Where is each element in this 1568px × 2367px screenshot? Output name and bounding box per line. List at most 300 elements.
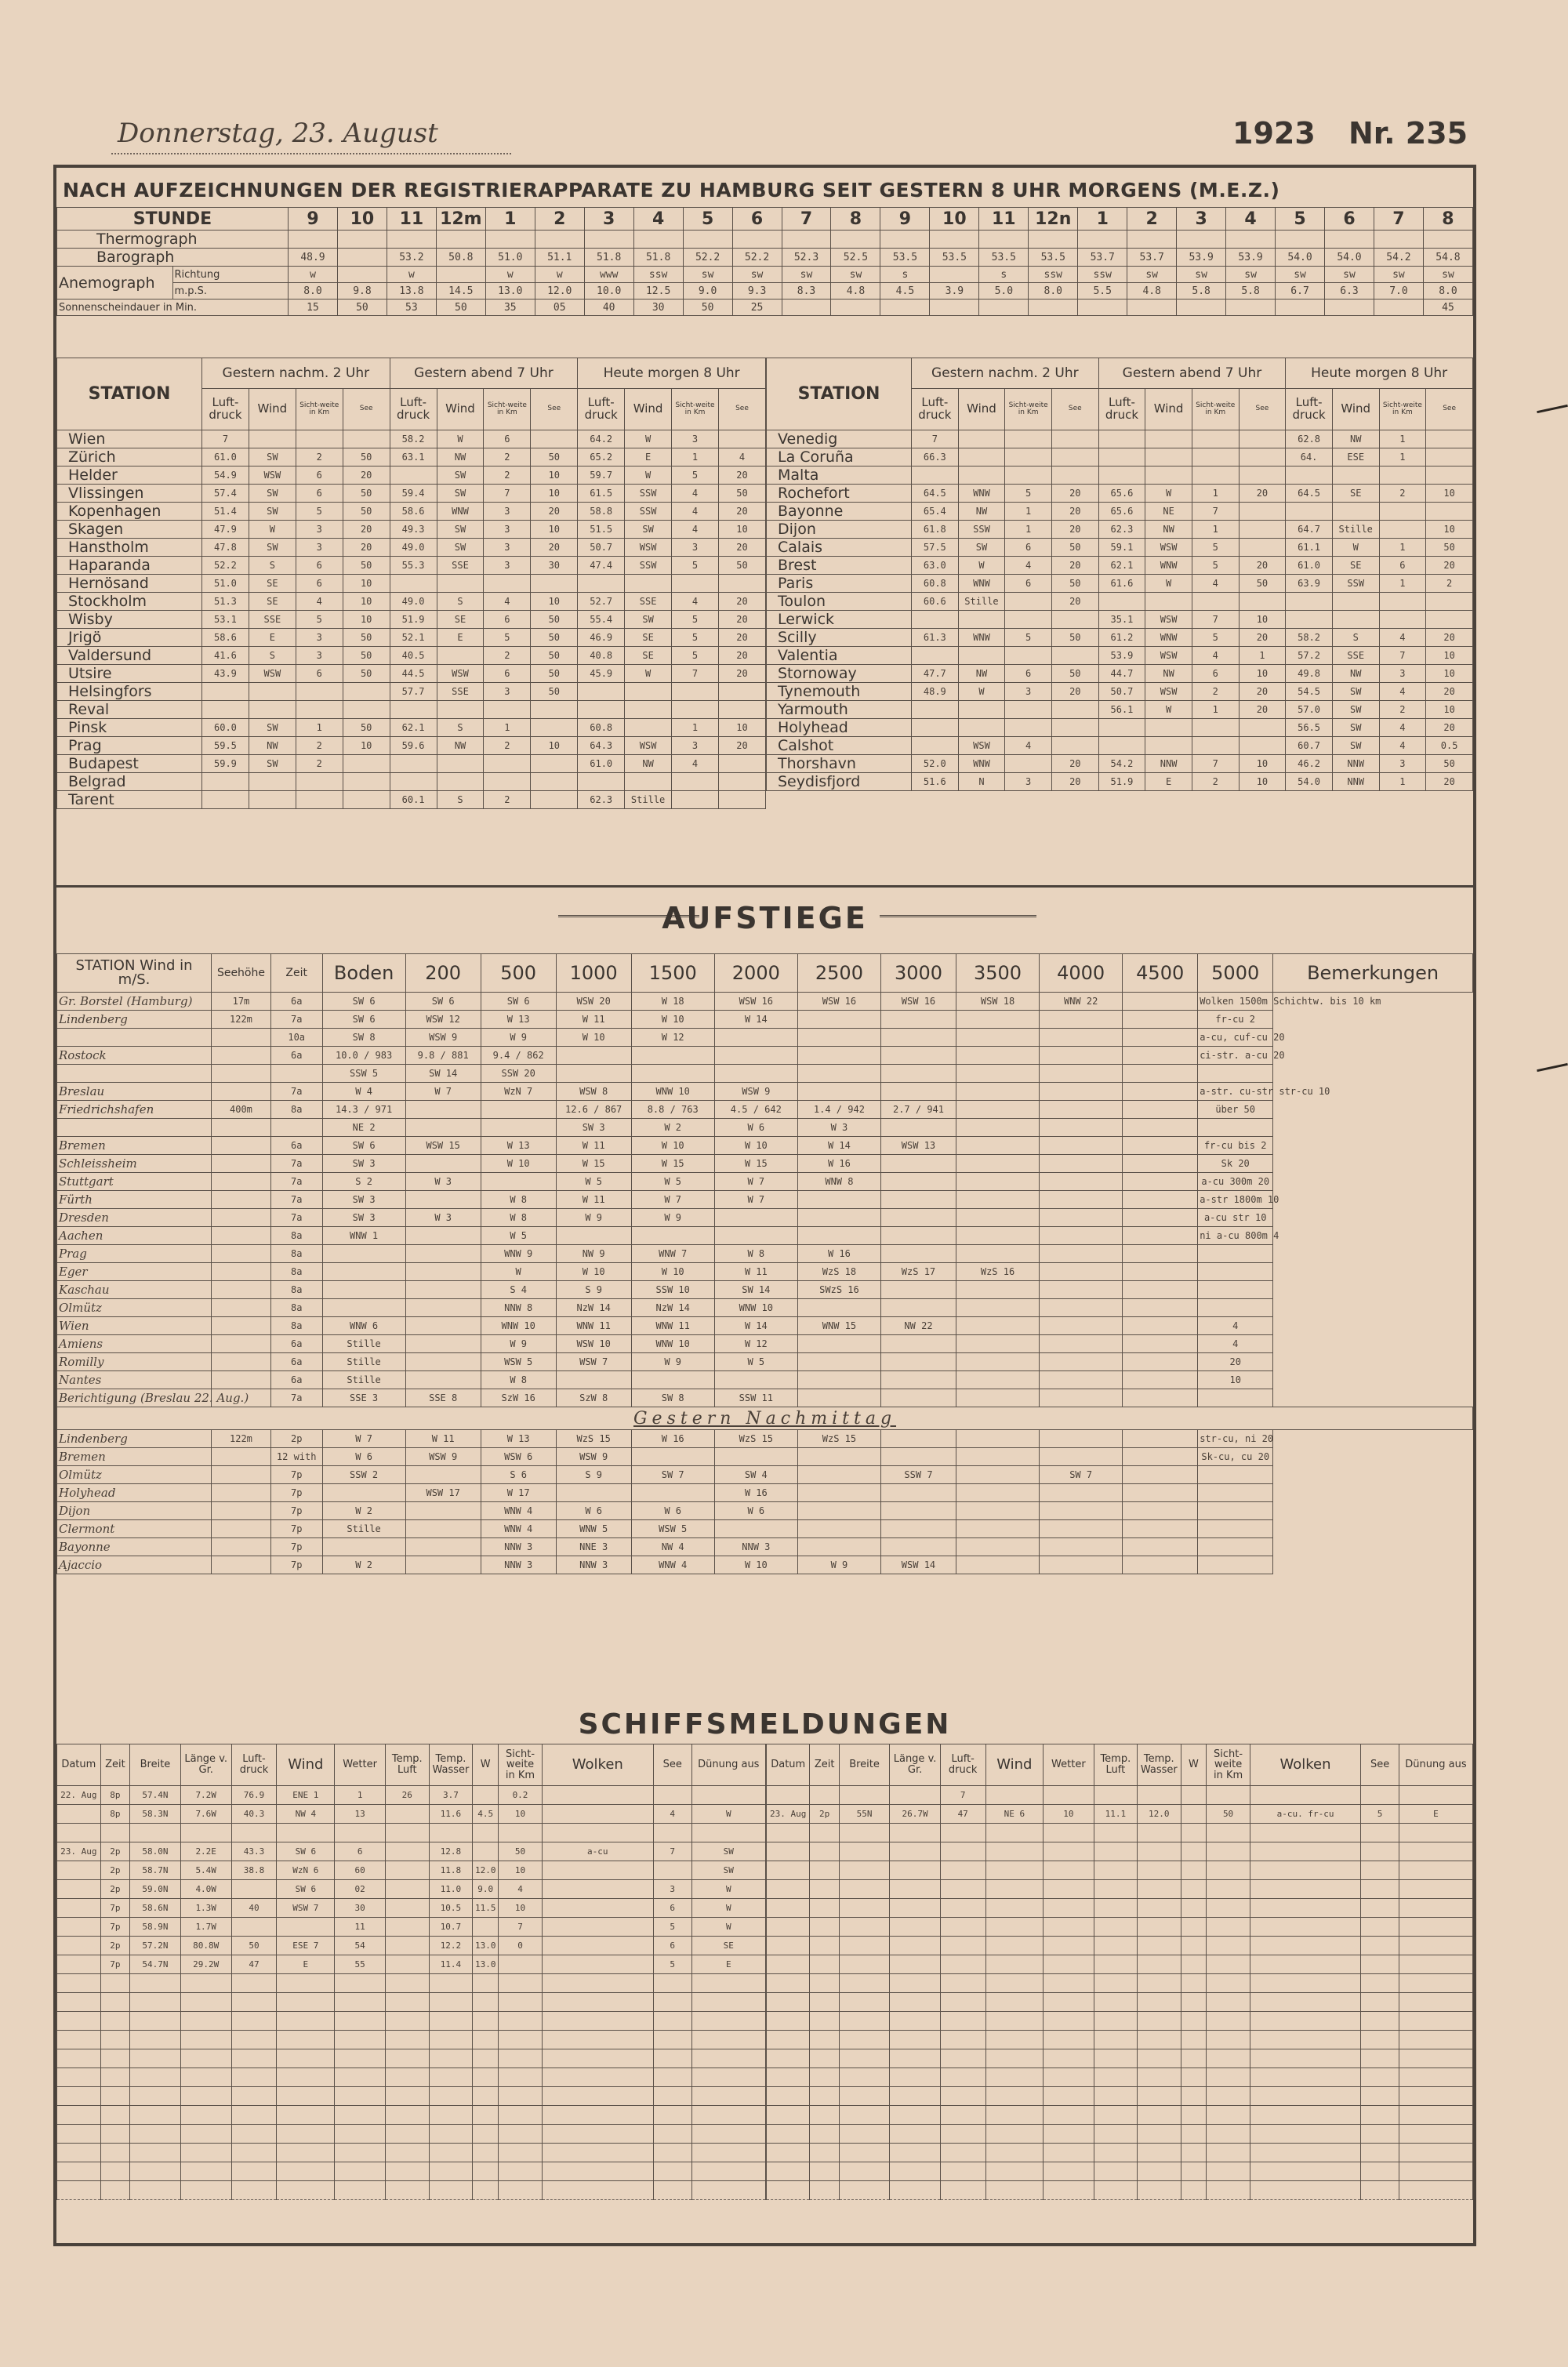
- aufstiege-value: [797, 1209, 880, 1227]
- section-divider: [56, 885, 1473, 888]
- station-value: 2: [484, 467, 531, 485]
- station-value: W: [625, 467, 672, 485]
- aufstiege-value: 7p: [270, 1520, 322, 1538]
- station-value: NNW: [1332, 773, 1379, 791]
- ship-value: [653, 1993, 691, 2012]
- ship-value: 2p: [100, 1880, 129, 1899]
- aufstiege-value: W 13: [481, 1430, 556, 1448]
- station-value: 57.4: [202, 485, 249, 503]
- ship-value: [1138, 2125, 1181, 2144]
- aufstiege-value: a-cu, cuf-cu 20: [1198, 1029, 1273, 1047]
- station-value: NW: [1145, 521, 1192, 539]
- aufstiege-row: [57, 1173, 1473, 1191]
- ship-value: [231, 2031, 277, 2049]
- ship-row: [767, 1918, 1473, 1937]
- ship-value: [1094, 1880, 1137, 1899]
- station-value: WSW: [1145, 539, 1192, 557]
- ship-header: Datum: [767, 1744, 810, 1786]
- hour-cell: 12n: [1029, 208, 1078, 231]
- station-value: [1145, 719, 1192, 737]
- station-value: [296, 683, 343, 701]
- ship-value: [429, 2087, 473, 2106]
- aufstiege-value: SW 6: [405, 993, 481, 1011]
- aufstiege-value: SzW 16: [481, 1389, 556, 1407]
- aufstiege-value: [405, 1263, 481, 1281]
- aufstiege-value: 7a: [270, 1011, 322, 1029]
- registry-value: 53.5: [1029, 249, 1078, 267]
- registry-row: [57, 249, 1473, 267]
- station-name: Helder: [57, 467, 202, 485]
- ship-value: [940, 1993, 985, 2012]
- station-value: NW: [958, 503, 1005, 521]
- ship-header: Zeit: [100, 1744, 129, 1786]
- station-name: Venedig: [767, 430, 912, 448]
- aufstiege-row: [57, 1119, 1473, 1137]
- station-value: 7: [484, 485, 531, 503]
- stations-table-right: [766, 358, 1473, 791]
- station-value: SE: [1332, 557, 1379, 575]
- ship-value: [810, 1993, 839, 2012]
- station-value: 2: [484, 647, 531, 665]
- station-value: 46.9: [578, 629, 625, 647]
- ship-value: [810, 2068, 839, 2087]
- aufstiege-value: W 8: [481, 1209, 556, 1227]
- ship-value: [940, 1880, 985, 1899]
- ship-value: [985, 2012, 1044, 2031]
- aufstiege-value: [1040, 1065, 1123, 1083]
- station-value: [672, 701, 719, 719]
- registry-value: 53.5: [979, 249, 1029, 267]
- aufstiege-value: [405, 1335, 481, 1353]
- aufstiege-value: W 6: [631, 1502, 714, 1520]
- aufstiege-value: WSW 15: [405, 1137, 481, 1155]
- aufstiege-header: 1000: [556, 954, 631, 993]
- aufstiege-value: [481, 1119, 556, 1137]
- station-value: 3: [296, 629, 343, 647]
- aufstiege-value: [1198, 1245, 1273, 1263]
- ship-value: [1250, 1955, 1360, 1974]
- registry-value: [584, 231, 633, 249]
- registry-value: w: [485, 267, 535, 283]
- aufstiege-value: 6a: [270, 1371, 322, 1389]
- station-value: 20: [1239, 629, 1286, 647]
- ship-value: [839, 2125, 890, 2144]
- aufstiege-value: W 9: [631, 1209, 714, 1227]
- station-value: E: [249, 629, 296, 647]
- ship-value: [767, 2162, 810, 2181]
- aufstiege-value: Sk-cu, cu 20: [1198, 1448, 1273, 1466]
- station-value: [1379, 593, 1426, 611]
- registry-value: 7.0: [1374, 283, 1423, 300]
- ship-value: [473, 1842, 499, 1861]
- aufstiege-value: SW 6: [322, 1011, 405, 1029]
- station-value: [202, 791, 249, 809]
- registry-value: sw: [732, 267, 782, 283]
- ship-value: [839, 1993, 890, 2012]
- station-value: 1: [1192, 485, 1239, 503]
- registry-value: [732, 231, 782, 249]
- aufstiege-value: [1123, 1484, 1198, 1502]
- station-name: Pinsk: [57, 719, 202, 737]
- aufstiege-value: 7p: [270, 1466, 322, 1484]
- station-value: 20: [718, 665, 765, 683]
- station-value: 3: [1005, 773, 1052, 791]
- ship-value: [385, 2031, 429, 2049]
- aufstiege-value: [1040, 1245, 1123, 1263]
- station-row: [57, 611, 766, 629]
- ship-value: [473, 1993, 499, 2012]
- aufstiege-value: [956, 1353, 1039, 1371]
- station-value: SE: [249, 575, 296, 593]
- station-value: 6: [296, 575, 343, 593]
- aufstiege-value: WSW 9: [405, 1029, 481, 1047]
- registry-table: [56, 207, 1473, 316]
- aufstiege-value: WNW 22: [1040, 993, 1123, 1011]
- ship-value: [767, 1899, 810, 1918]
- ship-value: [767, 2049, 810, 2068]
- aufstiege-value: [1040, 1011, 1123, 1029]
- station-name: Malta: [767, 467, 912, 485]
- ship-header: Temp. Wasser: [429, 1744, 473, 1786]
- aufstiege-value: [880, 1155, 956, 1173]
- ship-value: [890, 1918, 941, 1937]
- ship-value: [810, 1955, 839, 1974]
- aufstiege-value: [631, 1047, 714, 1065]
- station-value: 6: [296, 485, 343, 503]
- station-value: [1192, 467, 1239, 485]
- station-value: 20: [718, 737, 765, 755]
- aufstiege-value: [956, 1227, 1039, 1245]
- station-value: [1145, 448, 1192, 467]
- ship-value: [1250, 2162, 1360, 2181]
- station-value: 2: [296, 737, 343, 755]
- aufstiege-station: Breslau: [57, 1083, 212, 1101]
- station-value: WSW: [958, 737, 1005, 755]
- ship-value: [57, 2049, 101, 2068]
- station-value: 65.4: [912, 503, 959, 521]
- station-value: NNW: [1332, 755, 1379, 773]
- ship-value: [810, 1899, 839, 1918]
- aufstiege-value: SW 6: [481, 993, 556, 1011]
- aufstiege-station: Olmütz: [57, 1466, 212, 1484]
- aufstiege-value: W 2: [631, 1119, 714, 1137]
- ship-row: [767, 1993, 1473, 2012]
- registry-value: [1029, 300, 1078, 316]
- ship-value: [277, 1824, 335, 1842]
- station-value: [1051, 701, 1098, 719]
- station-name: Budapest: [57, 755, 202, 773]
- ship-value: [1044, 1937, 1094, 1955]
- registry-value: ssw: [1078, 267, 1127, 283]
- station-value: 20: [718, 611, 765, 629]
- station-value: 62.8: [1286, 430, 1333, 448]
- aufstiege-value: NzW 14: [556, 1299, 631, 1317]
- aufstiege-value: SW 3: [322, 1155, 405, 1173]
- ship-value: 59.0N: [130, 1880, 181, 1899]
- ship-value: [231, 2162, 277, 2181]
- ship-value: [100, 2087, 129, 2106]
- station-value: [625, 683, 672, 701]
- aufstiege-value: [1040, 1119, 1123, 1137]
- station-value: 10: [718, 521, 765, 539]
- station-value: [1051, 719, 1098, 737]
- station-value: 10: [531, 521, 578, 539]
- ship-value: [542, 2049, 653, 2068]
- station-value: NW: [437, 737, 484, 755]
- ship-value: [839, 2106, 890, 2125]
- registry-value: [289, 231, 338, 249]
- station-value: 63.1: [390, 448, 437, 467]
- station-value: 49.3: [390, 521, 437, 539]
- station-value: 3: [672, 539, 719, 557]
- ship-value: [542, 1824, 653, 1842]
- ship-value: 7p: [100, 1899, 129, 1918]
- ship-value: 12.0: [1138, 1805, 1181, 1824]
- aufstiege-value: [956, 1317, 1039, 1335]
- aufstiege-value: 2.7 / 941: [880, 1101, 956, 1119]
- sub-header: Sicht-weite in Km: [484, 389, 531, 430]
- ship-value: 23. Aug: [767, 1805, 810, 1824]
- station-value: 66.3: [912, 448, 959, 467]
- aufstiege-value: 7a: [270, 1191, 322, 1209]
- aufstiege-value: [322, 1281, 405, 1299]
- aufstiege-value: NNW 3: [481, 1538, 556, 1556]
- aufstiege-table: [56, 953, 1473, 1574]
- aufstiege-header: Boden: [322, 954, 405, 993]
- registry-value: 51.8: [633, 249, 683, 267]
- registry-value: [880, 300, 930, 316]
- aufstiege-value: 7a: [270, 1083, 322, 1101]
- station-value: [912, 737, 959, 755]
- station-value: [437, 575, 484, 593]
- aufstiege-value: [880, 1119, 956, 1137]
- hour-cell: 11: [387, 208, 436, 231]
- aufstiege-value: [714, 1047, 797, 1065]
- registry-value: [436, 231, 485, 249]
- station-value: SW: [249, 755, 296, 773]
- station-value: Stille: [625, 791, 672, 809]
- station-value: 50: [343, 557, 390, 575]
- ship-value: [180, 2162, 231, 2181]
- aufstiege-value: [956, 1430, 1039, 1448]
- ship-value: [1138, 1842, 1181, 1861]
- ship-value: [1094, 2068, 1137, 2087]
- aufstiege-value: [631, 1065, 714, 1083]
- station-value: [202, 701, 249, 719]
- station-row: [767, 683, 1473, 701]
- aufstiege-value: [1198, 1119, 1273, 1137]
- ship-value: [385, 2125, 429, 2144]
- aufstiege-value: [1040, 1101, 1123, 1119]
- aufstiege-value: 8a: [270, 1299, 322, 1317]
- registry-value: 8.3: [782, 283, 831, 300]
- station-value: 40.5: [390, 647, 437, 665]
- aufstiege-value: [880, 1335, 956, 1353]
- ship-row: [57, 1824, 766, 1842]
- station-value: WNW: [437, 503, 484, 521]
- aufstiege-value: WSW 16: [797, 993, 880, 1011]
- station-value: 43.9: [202, 665, 249, 683]
- ship-value: 7.2W: [180, 1786, 231, 1805]
- station-value: [1005, 719, 1052, 737]
- station-name: Seydisfjord: [767, 773, 912, 791]
- aufstiege-value: [1123, 1011, 1198, 1029]
- station-value: [1051, 430, 1098, 448]
- station-value: 10: [343, 611, 390, 629]
- ship-value: [542, 1861, 653, 1880]
- ship-value: [839, 2144, 890, 2162]
- registry-value: 53.9: [1226, 249, 1276, 267]
- aufstiege-value: WSW 12: [405, 1011, 481, 1029]
- ship-value: [691, 2144, 765, 2162]
- ship-value: 80.8W: [180, 1937, 231, 1955]
- ship-value: [130, 2031, 181, 2049]
- registry-value: [535, 231, 584, 249]
- aufstiege-value: [956, 1209, 1039, 1227]
- station-value: [718, 755, 765, 773]
- station-value: [343, 430, 390, 448]
- aufstiege-value: [1123, 1502, 1198, 1520]
- aufstiege-value: W 14: [714, 1317, 797, 1335]
- station-value: 20: [1239, 557, 1286, 575]
- station-value: 49.8: [1286, 665, 1333, 683]
- ship-value: [1138, 2068, 1181, 2087]
- registry-value: 5.5: [1078, 283, 1127, 300]
- ship-value: [985, 1955, 1044, 1974]
- aufstiege-value: [956, 1371, 1039, 1389]
- hour-cell: 3: [584, 208, 633, 231]
- ship-value: 7p: [100, 1918, 129, 1937]
- station-value: [958, 430, 1005, 448]
- aufstiege-value: [1123, 1299, 1198, 1317]
- aufstiege-value: [1040, 1191, 1123, 1209]
- station-value: 44.5: [390, 665, 437, 683]
- station-value: 50: [343, 485, 390, 503]
- aufstiege-value: [956, 1448, 1039, 1466]
- aufstiege-station: Romilly: [57, 1353, 212, 1371]
- aufstiege-value: [797, 1299, 880, 1317]
- ship-value: [1094, 2181, 1137, 2200]
- sub-header: Sicht-weite in Km: [1192, 389, 1239, 430]
- aufstiege-value: 7a: [270, 1155, 322, 1173]
- aufstiege-value: [1040, 1047, 1123, 1065]
- aufstiege-value: [556, 1065, 631, 1083]
- ship-value: [1361, 1937, 1399, 1955]
- registry-value: 4.8: [831, 283, 880, 300]
- sub-header: Wind: [625, 389, 672, 430]
- registry-value: 6.3: [1325, 283, 1374, 300]
- aufstiege-value: [322, 1299, 405, 1317]
- aufstiege-value: [212, 1556, 271, 1574]
- aufstiege-value: str-cu, ni 20: [1198, 1430, 1273, 1448]
- ship-value: [385, 2106, 429, 2125]
- ship-value: [429, 2144, 473, 2162]
- aufstiege-value: [405, 1371, 481, 1389]
- ship-value: [940, 1861, 985, 1880]
- ship-value: [1207, 1861, 1250, 1880]
- ship-value: [335, 2106, 386, 2125]
- station-row: [57, 521, 766, 539]
- station-value: 50: [343, 503, 390, 521]
- hour-cell: 5: [683, 208, 732, 231]
- ship-value: [385, 1805, 429, 1824]
- ship-value: [499, 2087, 543, 2106]
- station-name: Rochefort: [767, 485, 912, 503]
- station-value: 65.2: [578, 448, 625, 467]
- station-value: [1286, 593, 1333, 611]
- aufstiege-value: [1123, 1556, 1198, 1574]
- station-value: [296, 791, 343, 809]
- date-handwritten: Donnerstag, 23. August: [118, 118, 438, 149]
- aufstiege-row: [57, 1281, 1473, 1299]
- ship-value: [429, 2125, 473, 2144]
- station-value: [249, 430, 296, 448]
- ship-value: [100, 2181, 129, 2200]
- station-value: ESE: [1332, 448, 1379, 467]
- ship-value: [1399, 2106, 1472, 2125]
- ship-value: [890, 2162, 941, 2181]
- aufstiege-value: 400m: [212, 1101, 271, 1119]
- aufstiege-value: [405, 1556, 481, 1574]
- ship-value: 47: [231, 1955, 277, 1974]
- ship-value: [100, 2125, 129, 2144]
- station-value: 55.4: [578, 611, 625, 629]
- aufstiege-value: W 10: [714, 1556, 797, 1574]
- station-value: 52.0: [912, 755, 959, 773]
- station-value: 50: [1426, 539, 1473, 557]
- ship-value: [1094, 2049, 1137, 2068]
- aufstiege-header: Zeit: [270, 954, 322, 993]
- aufstiege-value: über 50: [1198, 1101, 1273, 1119]
- aufstiege-value: [1040, 1209, 1123, 1227]
- station-value: 10: [1239, 773, 1286, 791]
- station-value: 1: [1379, 539, 1426, 557]
- station-value: [958, 467, 1005, 485]
- aufstiege-value: 12 with: [270, 1448, 322, 1466]
- registry-value: 10.0: [584, 283, 633, 300]
- station-row: [57, 719, 766, 737]
- station-value: W: [1145, 575, 1192, 593]
- station-value: 10: [1426, 485, 1473, 503]
- aufstiege-row: [57, 1083, 1473, 1101]
- hour-cell: 1: [1078, 208, 1127, 231]
- aufstiege-value: [212, 1538, 271, 1556]
- sub-header: Luft-druck: [202, 389, 249, 430]
- hour-cell: 11: [979, 208, 1029, 231]
- ship-value: [1399, 1899, 1472, 1918]
- ship-value: [57, 2106, 101, 2125]
- aufstiege-value: WSW 9: [714, 1083, 797, 1101]
- station-value: [958, 701, 1005, 719]
- aufstiege-value: [405, 1227, 481, 1245]
- aufstiege-value: [1040, 1430, 1123, 1448]
- ship-value: 2p: [100, 1937, 129, 1955]
- station-value: N: [958, 773, 1005, 791]
- ship-value: [335, 1993, 386, 2012]
- station-value: 4: [672, 755, 719, 773]
- aufstiege-value: [880, 1245, 956, 1263]
- ship-value: [1094, 2125, 1137, 2144]
- station-row: [767, 737, 1473, 755]
- ship-value: [1094, 2144, 1137, 2162]
- aufstiege-value: [212, 1466, 271, 1484]
- aufstiege-title: AUFSTIEGE: [662, 901, 868, 935]
- station-value: 58.8: [578, 503, 625, 521]
- aufstiege-value: [956, 1299, 1039, 1317]
- aufstiege-value: [797, 1335, 880, 1353]
- ship-value: [767, 2087, 810, 2106]
- aufstiege-value: [212, 1047, 271, 1065]
